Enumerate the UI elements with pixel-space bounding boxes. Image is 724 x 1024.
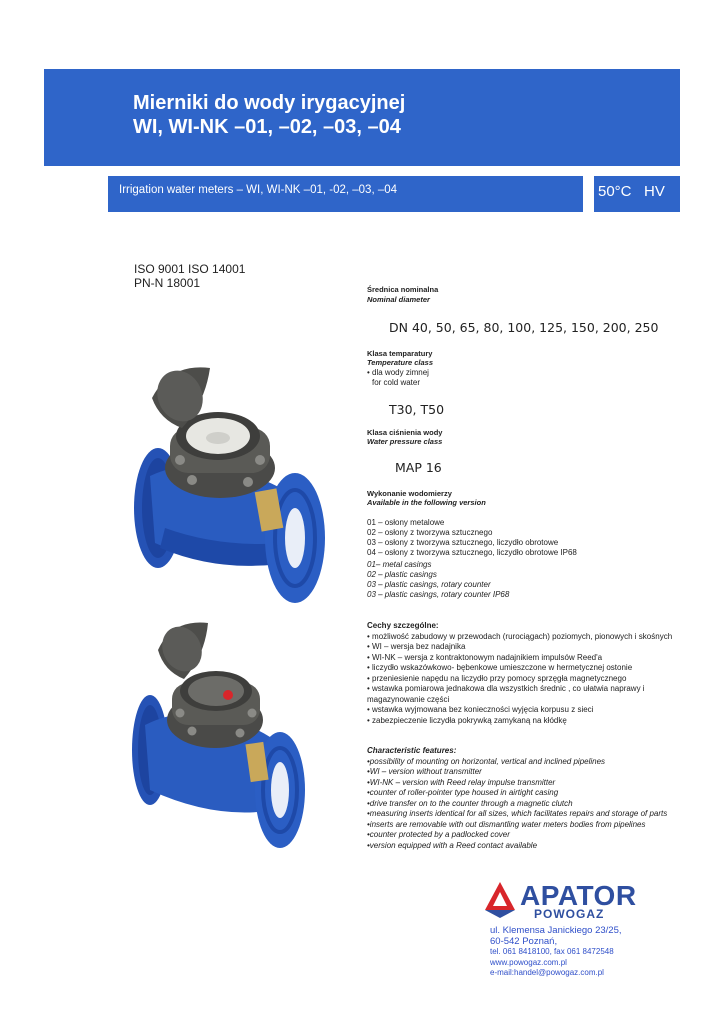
feature-item: • WI-NK – wersja z kontraktonowym nadajnikiem impulsów Reed'a (367, 652, 603, 662)
version-item: 03 – plastic casings, rotary counter IP68 (367, 590, 510, 599)
water-meter-photo-1 (110, 358, 335, 608)
contact-phone: tel. 061 8418100, fax 061 8472548 (490, 947, 614, 956)
version-item: 03 – osłony z tworzywa sztucznego, liczydło obrotowe (367, 538, 559, 547)
dn-label-en: Nominal diameter (367, 295, 430, 304)
feature-item: • przeniesienie napędu na liczydło przy pomocy sprzęgła magnetycznego (367, 673, 627, 683)
contact-email[interactable]: e-mail:handel@powogaz.com.pl (490, 968, 604, 977)
version-label-en: Available in the following version (367, 498, 486, 507)
version-list-en (367, 560, 509, 600)
version-item: 04 – osłony z tworzywa sztucznego, liczydło obrotowe IP68 (367, 548, 577, 557)
version-item: 03 – plastic casings, rotary counter (367, 580, 491, 589)
version-item: 02 – osłony z tworzywa sztucznego (367, 528, 493, 537)
subtitle-text: Irrigation water meters – WI, WI-NK –01, -02, –03, –04 (119, 184, 398, 196)
title-line-2: WI, WI-NK –01, –02, –03, –04 (133, 116, 401, 138)
pressure-value: MAP 16 (395, 460, 442, 475)
title-line-1: Mierniki do wody irygacyjnej (133, 92, 406, 114)
feature-item: •possibility of mounting on horizontal, vertical and inclined pipelines (367, 756, 606, 766)
version-label-pl: Wykonanie wodomierzy (367, 489, 452, 498)
contact-block (490, 926, 622, 979)
cert-line-1: ISO 9001 ISO 14001 (134, 262, 246, 276)
version-item: 02 – plastic casings (367, 570, 437, 579)
temp-value: T30, T50 (389, 402, 445, 417)
feature-item: • wstawka wyjmowana bez konieczności wyjęcia korpusu z sieci (367, 705, 594, 714)
features-pl-title: Cechy szczególne: (367, 621, 439, 630)
brand-logo-text: APATOR (520, 880, 637, 911)
contact-address-2: 60-542 Poznań, (490, 935, 558, 947)
feature-item: • liczydło wskazówkowo- bębenkowe umieszczone w hermetycznej ostonie (367, 663, 633, 672)
feature-item: •WI-NK – version with Reed relay impulse transmitter (367, 777, 556, 787)
features-en-title: Characteristic features: (367, 746, 457, 755)
certifications (134, 262, 245, 290)
pressure-label-pl: Klasa ciśnienia wody (367, 428, 443, 437)
feature-item: •WI – version without transmitter (367, 767, 482, 776)
water-meter-photo-2 (120, 615, 310, 850)
temp-note-en: for cold water (372, 378, 421, 387)
feature-item: •counter protected by a padlocked cover (367, 830, 510, 839)
features-en (367, 746, 687, 851)
feature-item: •version equipped with a Reed contact available (367, 840, 538, 850)
feature-item: •measuring inserts identical for all sizes, which facilitates repairs and storage of parts (367, 809, 668, 818)
version-item: 01 – osłony metalowe (367, 518, 445, 527)
version-item: 01– metal casings (367, 560, 432, 569)
contact-website[interactable]: www.powogaz.com.pl (490, 957, 567, 967)
feature-item: • zabezpieczenie liczydła pokrywką zamykaną na kłódkę (367, 715, 567, 725)
feature-item: •drive transfer on to the counter through a magnetic clutch (367, 798, 573, 808)
apator-logo-icon (483, 880, 517, 920)
contact-address-1: ul. Klemensa Janickiego 23/25, (490, 925, 622, 936)
feature-item: •inserts are removable with out dismantling water meters bodies from pipelines (367, 819, 646, 829)
version-list-pl (367, 518, 577, 558)
brand-logo-subtext: POWOGAZ (534, 907, 605, 921)
feature-item: • wstawka pomiarowa jednakowa dla wszystkich średnic , co ułatwia naprawy i magazynowanie części (367, 684, 645, 704)
temp-label-en: Temperature class (367, 358, 434, 367)
feature-item: • możliwość zabudowy w przewodach (rurociągach) poziomych, pionowych i skośnych (367, 631, 673, 641)
pressure-label-en: Water pressure class (367, 437, 443, 446)
page-title (133, 91, 405, 139)
temperature-label: 50°C HV (598, 183, 665, 200)
dn-label-pl: Średnica nominalna (367, 285, 439, 294)
dn-value: DN 40, 50, 65, 80, 100, 125, 150, 200, 250 (389, 320, 659, 335)
temp-label-pl: Klasa temparatury (367, 349, 433, 358)
temp-note-pl: • dla wody zimnej (367, 368, 429, 377)
feature-item: • WI – wersja bez nadajnika (367, 642, 466, 651)
feature-item: •counter of roller-pointer type housed in airtight casing (367, 788, 559, 797)
features-pl (367, 621, 687, 726)
cert-line-2: PN-N 18001 (134, 276, 201, 290)
